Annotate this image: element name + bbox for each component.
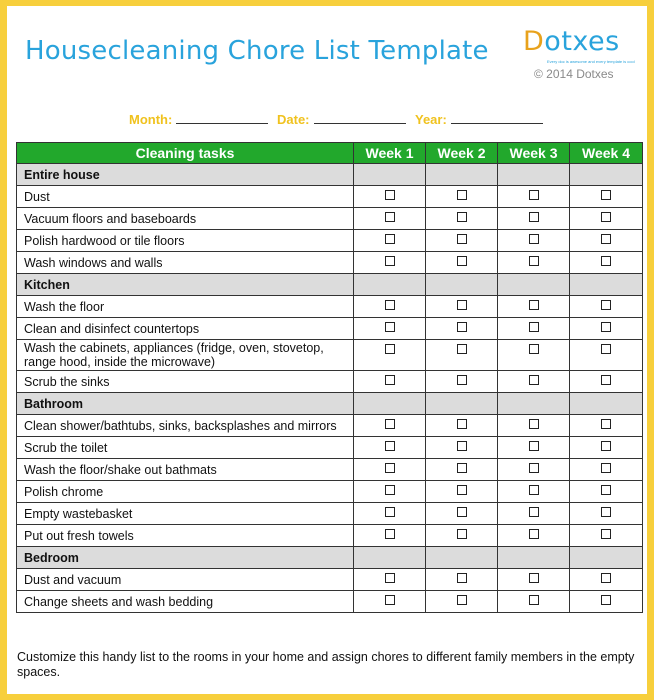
checkbox[interactable] xyxy=(457,256,467,266)
task-label: Change sheets and wash bedding xyxy=(17,591,354,613)
week-4-cell xyxy=(570,569,643,591)
checkbox[interactable] xyxy=(457,573,467,583)
checkbox[interactable] xyxy=(529,441,539,451)
checkbox[interactable] xyxy=(457,300,467,310)
checkbox[interactable] xyxy=(385,344,395,354)
checkbox[interactable] xyxy=(601,507,611,517)
week-3-cell xyxy=(498,415,570,437)
week-4-cell xyxy=(570,186,643,208)
checkbox[interactable] xyxy=(457,529,467,539)
week-3-cell xyxy=(498,569,570,591)
checkbox[interactable] xyxy=(385,485,395,495)
checkbox[interactable] xyxy=(385,190,395,200)
week-2-cell xyxy=(426,503,498,525)
category-label: Bedroom xyxy=(17,547,354,569)
week-3-header: Week 3 xyxy=(498,143,570,164)
week-3-cell xyxy=(498,340,570,371)
category-row xyxy=(17,274,643,296)
checkbox[interactable] xyxy=(529,256,539,266)
logo-wordmark xyxy=(523,26,620,57)
week-2-cell xyxy=(426,340,498,371)
week-4-cell xyxy=(570,415,643,437)
week-4-cell xyxy=(570,437,643,459)
week-1-cell xyxy=(354,437,426,459)
chore-table xyxy=(16,142,643,613)
task-row xyxy=(17,230,643,252)
checkbox[interactable] xyxy=(457,419,467,429)
logo-tagline: Every doc is awesome and every template is cool xyxy=(547,59,635,64)
week-4-cell xyxy=(570,208,643,230)
week-2-cell xyxy=(426,591,498,613)
week-4-header: Week 4 xyxy=(570,143,643,164)
category-week-cell xyxy=(354,164,426,186)
week-3-cell xyxy=(498,525,570,547)
week-1-cell xyxy=(354,208,426,230)
checkbox[interactable] xyxy=(529,507,539,517)
checkbox[interactable] xyxy=(601,375,611,385)
category-week-cell xyxy=(570,547,643,569)
checkbox[interactable] xyxy=(385,256,395,266)
week-1-cell xyxy=(354,415,426,437)
task-row xyxy=(17,415,643,437)
document-page xyxy=(7,6,647,694)
task-label: Vacuum floors and baseboards xyxy=(17,208,354,230)
checkbox[interactable] xyxy=(385,322,395,332)
checkbox[interactable] xyxy=(529,529,539,539)
task-label: Scrub the toilet xyxy=(17,437,354,459)
checkbox[interactable] xyxy=(601,344,611,354)
checkbox[interactable] xyxy=(529,212,539,222)
table-header-row xyxy=(17,143,643,164)
checkbox[interactable] xyxy=(385,595,395,605)
week-3-cell xyxy=(498,186,570,208)
checkbox[interactable] xyxy=(385,212,395,222)
task-row xyxy=(17,503,643,525)
week-4-cell xyxy=(570,481,643,503)
category-label: Entire house xyxy=(17,164,354,186)
week-1-cell xyxy=(354,569,426,591)
checkbox[interactable] xyxy=(385,529,395,539)
task-label: Scrub the sinks xyxy=(17,371,354,393)
category-week-cell xyxy=(570,393,643,415)
task-row xyxy=(17,437,643,459)
week-4-cell xyxy=(570,340,643,371)
task-column-header: Cleaning tasks xyxy=(17,143,354,164)
week-4-cell xyxy=(570,371,643,393)
checkbox[interactable] xyxy=(457,344,467,354)
week-4-cell xyxy=(570,252,643,274)
week-2-cell xyxy=(426,459,498,481)
chore-table-body xyxy=(17,164,643,613)
checkbox[interactable] xyxy=(529,190,539,200)
week-3-cell xyxy=(498,208,570,230)
date-field xyxy=(277,111,406,127)
task-label: Dust and vacuum xyxy=(17,569,354,591)
task-label: Dust xyxy=(17,186,354,208)
task-row xyxy=(17,252,643,274)
week-1-cell xyxy=(354,481,426,503)
month-label: Month: xyxy=(129,112,173,127)
week-4-cell xyxy=(570,525,643,547)
category-week-cell xyxy=(354,274,426,296)
date-label: Date: xyxy=(277,112,310,127)
task-row xyxy=(17,371,643,393)
week-1-header: Week 1 xyxy=(354,143,426,164)
week-1-cell xyxy=(354,318,426,340)
checkbox[interactable] xyxy=(457,190,467,200)
checkbox[interactable] xyxy=(385,441,395,451)
week-3-cell xyxy=(498,591,570,613)
task-row xyxy=(17,569,643,591)
logo-letter-d: D xyxy=(523,26,545,57)
week-3-cell xyxy=(498,371,570,393)
week-3-cell xyxy=(498,459,570,481)
week-4-cell xyxy=(570,503,643,525)
week-4-cell xyxy=(570,318,643,340)
week-1-cell xyxy=(354,186,426,208)
week-2-cell xyxy=(426,186,498,208)
checkbox[interactable] xyxy=(601,212,611,222)
week-3-cell xyxy=(498,481,570,503)
task-label: Polish chrome xyxy=(17,481,354,503)
task-label: Clean and disinfect countertops xyxy=(17,318,354,340)
year-field xyxy=(415,111,543,127)
task-row xyxy=(17,481,643,503)
task-label: Wash windows and walls xyxy=(17,252,354,274)
task-label: Empty wastebasket xyxy=(17,503,354,525)
week-1-cell xyxy=(354,503,426,525)
week-1-cell xyxy=(354,296,426,318)
checkbox[interactable] xyxy=(457,485,467,495)
checkbox[interactable] xyxy=(385,234,395,244)
checkbox[interactable] xyxy=(457,463,467,473)
category-week-cell xyxy=(570,274,643,296)
checkbox[interactable] xyxy=(385,300,395,310)
checkbox[interactable] xyxy=(601,190,611,200)
week-4-cell xyxy=(570,459,643,481)
checkbox[interactable] xyxy=(529,573,539,583)
checkbox[interactable] xyxy=(601,463,611,473)
task-row xyxy=(17,208,643,230)
year-input-line[interactable] xyxy=(451,111,543,124)
category-week-cell xyxy=(426,274,498,296)
checkbox[interactable] xyxy=(601,595,611,605)
checkbox[interactable] xyxy=(529,322,539,332)
date-input-line[interactable] xyxy=(314,111,406,124)
week-2-cell xyxy=(426,230,498,252)
category-week-cell xyxy=(426,164,498,186)
category-week-cell xyxy=(498,164,570,186)
checkbox[interactable] xyxy=(457,507,467,517)
checkbox[interactable] xyxy=(601,234,611,244)
week-2-cell xyxy=(426,371,498,393)
checkbox[interactable] xyxy=(457,234,467,244)
task-label: Clean shower/bathtubs, sinks, backsplashes and mirrors xyxy=(17,415,354,437)
week-1-cell xyxy=(354,252,426,274)
task-row xyxy=(17,340,643,371)
checkbox[interactable] xyxy=(457,322,467,332)
week-3-cell xyxy=(498,296,570,318)
week-4-cell xyxy=(570,296,643,318)
week-2-cell xyxy=(426,525,498,547)
checkbox[interactable] xyxy=(601,322,611,332)
checkbox[interactable] xyxy=(529,234,539,244)
checkbox[interactable] xyxy=(529,463,539,473)
checkbox[interactable] xyxy=(385,573,395,583)
week-4-cell xyxy=(570,591,643,613)
task-label: Put out fresh towels xyxy=(17,525,354,547)
category-week-cell xyxy=(354,393,426,415)
checkbox[interactable] xyxy=(529,419,539,429)
week-1-cell xyxy=(354,230,426,252)
task-row xyxy=(17,318,643,340)
page-title: Housecleaning Chore List Template xyxy=(25,36,489,66)
week-2-cell xyxy=(426,208,498,230)
checkbox[interactable] xyxy=(529,375,539,385)
category-row xyxy=(17,393,643,415)
week-1-cell xyxy=(354,371,426,393)
week-1-cell xyxy=(354,525,426,547)
category-week-cell xyxy=(498,547,570,569)
category-week-cell xyxy=(426,393,498,415)
checkbox[interactable] xyxy=(457,375,467,385)
checkbox[interactable] xyxy=(385,507,395,517)
category-week-cell xyxy=(498,274,570,296)
week-3-cell xyxy=(498,230,570,252)
task-label: Wash the cabinets, appliances (fridge, oven, stovetop, range hood, inside the microwave) xyxy=(17,340,354,371)
task-row xyxy=(17,296,643,318)
week-1-cell xyxy=(354,340,426,371)
checkbox[interactable] xyxy=(457,212,467,222)
checkbox[interactable] xyxy=(385,463,395,473)
checkbox[interactable] xyxy=(601,485,611,495)
task-row xyxy=(17,186,643,208)
week-3-cell xyxy=(498,318,570,340)
week-4-cell xyxy=(570,230,643,252)
checkbox[interactable] xyxy=(457,441,467,451)
task-row xyxy=(17,591,643,613)
week-2-cell xyxy=(426,296,498,318)
week-1-cell xyxy=(354,591,426,613)
checkbox[interactable] xyxy=(529,595,539,605)
checkbox[interactable] xyxy=(385,419,395,429)
category-week-cell xyxy=(354,547,426,569)
dotxes-logo xyxy=(523,26,633,72)
checkbox[interactable] xyxy=(529,344,539,354)
year-label: Year: xyxy=(415,112,447,127)
category-label: Bathroom xyxy=(17,393,354,415)
category-week-cell xyxy=(570,164,643,186)
week-3-cell xyxy=(498,503,570,525)
week-2-cell xyxy=(426,252,498,274)
task-row xyxy=(17,459,643,481)
category-row xyxy=(17,164,643,186)
task-row xyxy=(17,525,643,547)
week-3-cell xyxy=(498,437,570,459)
week-2-cell xyxy=(426,415,498,437)
week-2-cell xyxy=(426,318,498,340)
task-label: Wash the floor/shake out bathmats xyxy=(17,459,354,481)
task-label: Wash the floor xyxy=(17,296,354,318)
week-1-cell xyxy=(354,459,426,481)
footer-note: Customize this handy list to the rooms in your home and assign chores to different family members in the empty spaces. xyxy=(17,650,635,679)
checkbox[interactable] xyxy=(601,573,611,583)
checkbox[interactable] xyxy=(529,300,539,310)
checkbox[interactable] xyxy=(601,300,611,310)
month-field xyxy=(129,111,268,127)
week-2-cell xyxy=(426,481,498,503)
week-2-cell xyxy=(426,569,498,591)
checkbox[interactable] xyxy=(457,595,467,605)
checkbox[interactable] xyxy=(601,529,611,539)
category-row xyxy=(17,547,643,569)
checkbox[interactable] xyxy=(601,441,611,451)
checkbox[interactable] xyxy=(529,485,539,495)
month-input-line[interactable] xyxy=(176,111,268,124)
category-week-cell xyxy=(498,393,570,415)
category-week-cell xyxy=(426,547,498,569)
checkbox[interactable] xyxy=(601,419,611,429)
week-3-cell xyxy=(498,252,570,274)
checkbox[interactable] xyxy=(601,256,611,266)
task-label: Polish hardwood or tile floors xyxy=(17,230,354,252)
week-2-header: Week 2 xyxy=(426,143,498,164)
copyright-text: © 2014 Dotxes xyxy=(534,67,614,81)
logo-word-rest: otxes xyxy=(544,26,620,57)
category-label: Kitchen xyxy=(17,274,354,296)
week-2-cell xyxy=(426,437,498,459)
checkbox[interactable] xyxy=(385,375,395,385)
